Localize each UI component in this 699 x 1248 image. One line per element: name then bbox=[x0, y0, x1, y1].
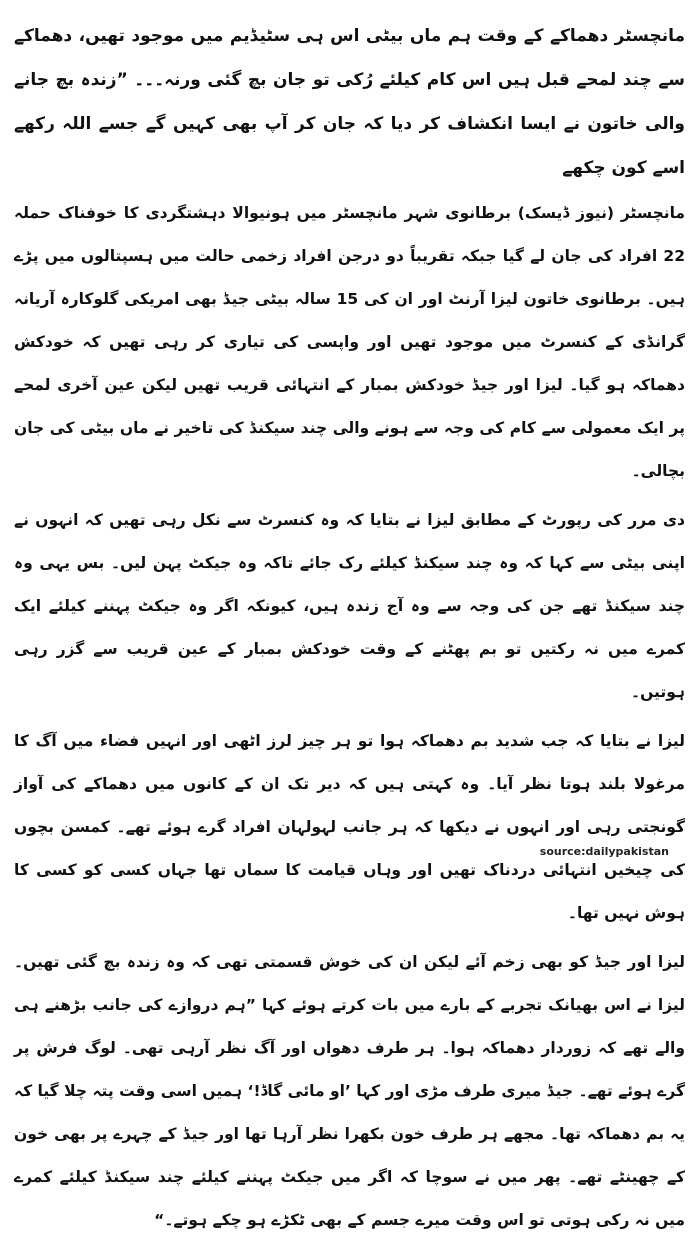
article-paragraph-1: مانچسٹر (نیوز ڈیسک) برطانوی شہر مانچسٹر میں ہونیوالا دہشتگردی کا خوفناک حملہ 22 افراد کی جان لے گیا جبکہ تقریباً دو درجن افراد زخمی حالت میں ہسپتالوں میں پڑے ہیں۔ برطانوی خاتون لیزا آرنٹ اور ان کی 15 سالہ بیٹی جیڈ بھی امریکی گلوکارہ آریانہ گرانڈی کے کنسرٹ میں موجود تھیں اور واپسی کی تیاری کر رہی تھیں کہ خودکش دھماکہ ہو گیا۔ لیزا اور جیڈ خودکش بمبار کے انتہائی قریب تھیں لیکن عین آخری لمحے پر ایک معمولی سے کام کی وجہ سے ہونے والی چند سیکنڈ کی تاخیر نے ماں بیٹی کی جان بچالی۔ bbox=[14, 204, 685, 480]
article bbox=[14, 14, 685, 1248]
article-paragraph-3: لیزا نے بتایا کہ جب شدید بم دھماکہ ہوا تو ہر چیز لرز اٹھی اور انہیں فضاء میں آگ کا مرغولا بلند ہوتا نظر آیا۔ وہ کہتی ہیں کہ دیر تک ان کے کانوں میں دھماکے کی آواز گونجتی رہی اور انہوں نے دیکھا کہ ہر جانب لہولہان افراد گرے ہوئے تھے۔ کمسن بچوں کی چیخیں انتہائی دردناک تھیں اور وہاں قیامت کا سماں تھا جہاں کسی کو کسی کا ہوش نہیں تھا۔ bbox=[14, 732, 685, 922]
article-paragraph-4: لیزا اور جیڈ کو بھی زخم آئے لیکن ان کی خوش قسمتی تھی کہ وہ زندہ بچ گئی تھیں۔ لیزا نے اس بھیانک تجربے کے بارے میں بات کرتے ہوئے کہا ”ہم دروازے کی جانب بڑھنے ہی والے تھے کہ زوردار دھماکہ ہوا۔ ہر طرف دھواں اور آگ نظر آرہی تھی۔ لوگ فرش پر گرے ہوئے تھے۔ جیڈ میری طرف مڑی اور کہا ’او مائی گاڈ!‘ ہمیں اسی وقت پتہ چلا گیا کہ یہ بم دھماکہ تھا۔ مجھے ہر طرف خون بکھرا نظر آرہا تھا اور جیڈ کے چہرے پر بھی خون کے چھینٹے تھے۔ پھر میں نے سوچا کہ اگر میں جیکٹ پہننے کیلئے چند سیکنڈ کیلئے کمرے میں نہ رکی ہوتی تو اس وقت میرے جسم کے بھی ٹکڑے ہو چکے ہوتے۔“ bbox=[14, 953, 685, 1229]
article-paragraph-2: دی مرر کی رپورٹ کے مطابق لیزا نے بتایا کہ وہ کنسرٹ سے نکل رہی تھیں کہ انہوں نے اپنی بیٹی سے کہا کہ وہ چند سیکنڈ کیلئے رک جائے تاکہ وہ جیکٹ پہن لیں۔ بس یہی وہ چند سیکنڈ تھے جن کی وجہ سے وہ آج زندہ ہیں، کیونکہ اگر وہ جیکٹ پہننے کیلئے ایک کمرے میں نہ رکتیں تو بم پھٹنے کے وقت خودکش بمبار کے عین قریب سے گزر رہی ہوتیں۔ bbox=[14, 511, 685, 701]
source-credit: source:dailypakistan bbox=[539, 845, 669, 858]
article-headline: مانچسٹر دھماکے کے وقت ہم ماں بیٹی اس ہی سٹیڈیم میں موجود تھیں، دھماکے سے چند لمحے قبل ہیں اس کام کیلئے رُکی تو جان بچ گئی ورنہ۔۔۔ ”زندہ بچ جانے والی خاتون نے ایسا انکشاف کر دیا کہ جان کر آپ بھی کہیں گے جسے اللہ رکھے اسے کون چکھے bbox=[14, 26, 685, 178]
